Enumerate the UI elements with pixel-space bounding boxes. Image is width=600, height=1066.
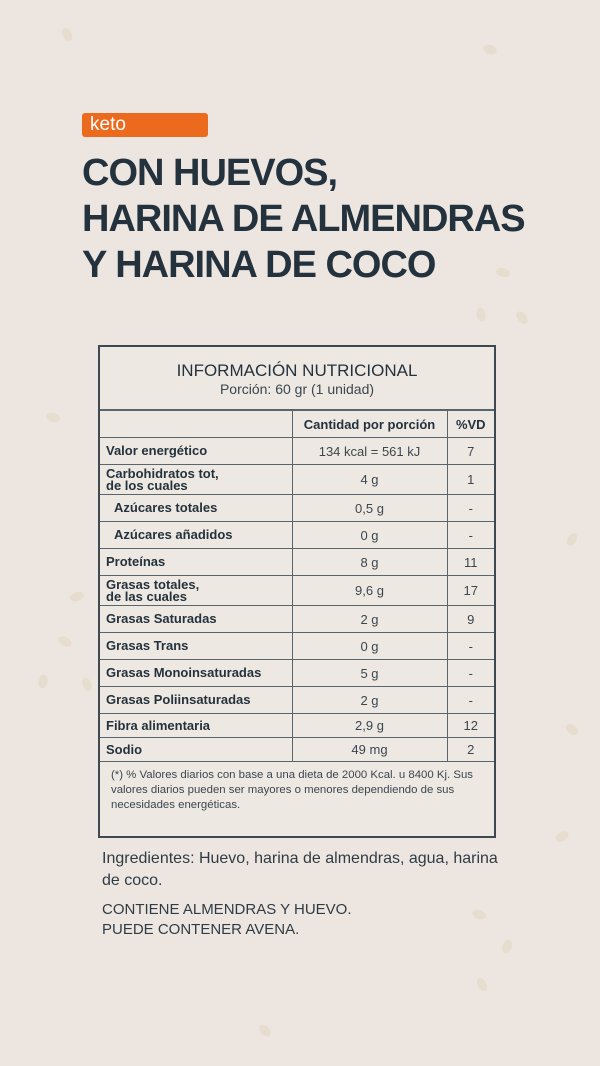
header-blank — [100, 411, 292, 438]
nutrient-dv: 11 — [447, 549, 494, 576]
nutrition-panel — [98, 345, 496, 838]
nutrient-amount: 2 g — [292, 606, 447, 633]
allergen-line: PUEDE CONTENER AVENA. — [102, 921, 300, 938]
seed-speck — [45, 411, 61, 423]
allergen-warning — [102, 900, 502, 940]
nutrient-amount: 134 kcal = 561 kJ — [292, 438, 447, 465]
table-row — [100, 660, 494, 687]
table-row — [100, 522, 494, 549]
portion-size: Porción: 60 gr (1 unidad) — [219, 381, 375, 397]
nutrient-amount: 49 mg — [292, 738, 447, 762]
table-row — [100, 495, 494, 522]
nutrient-amount: 0,5 g — [292, 495, 447, 522]
nutrition-table — [100, 410, 494, 762]
nutrient-name: Grasas Poliinsaturadas — [100, 687, 292, 714]
nutrient-name: Grasas Trans — [100, 633, 292, 660]
nutrient-dv: - — [447, 522, 494, 549]
nutrient-amount: 2 g — [292, 687, 447, 714]
nutrient-dv: - — [447, 660, 494, 687]
nutrition-heading: INFORMACIÓN NUTRICIONAL — [176, 361, 418, 380]
table-row — [100, 606, 494, 633]
seed-speck — [475, 307, 486, 322]
nutrient-amount: 4 g — [292, 465, 447, 495]
table-row — [100, 714, 494, 738]
nutrient-name: Grasas Saturadas — [100, 606, 292, 633]
nutrient-amount: 9,6 g — [292, 576, 447, 606]
header-dv: %VD — [447, 411, 494, 438]
nutrient-name: Fibra alimentaria — [100, 714, 292, 738]
ingredients-text: Ingredientes: Huevo, harina de almendras, agua, harina de coco. — [102, 850, 498, 889]
nutrient-dv: 9 — [447, 606, 494, 633]
header-amount: Cantidad por porción — [292, 411, 447, 438]
nutrient-amount: 2,9 g — [292, 714, 447, 738]
nutrient-amount: 8 g — [292, 549, 447, 576]
nutrient-dv: - — [447, 495, 494, 522]
table-row — [100, 438, 494, 465]
seed-speck — [37, 674, 48, 689]
table-row — [100, 549, 494, 576]
nutrient-amount: 0 g — [292, 633, 447, 660]
nutrient-dv: 2 — [447, 738, 494, 762]
title-line: CON HUEVOS, — [82, 152, 338, 194]
nutrient-name: Sodio — [100, 738, 292, 762]
nutrient-dv: 7 — [447, 438, 494, 465]
table-row — [100, 576, 494, 606]
keto-badge: keto — [82, 113, 208, 137]
nutrient-dv: 12 — [447, 714, 494, 738]
table-row — [100, 738, 494, 762]
seed-speck — [514, 309, 530, 326]
seed-speck — [475, 976, 490, 993]
nutrient-dv: 1 — [447, 465, 494, 495]
nutrient-name: Azúcares añadidos — [100, 522, 292, 549]
nutrient-name: Valor energético — [100, 438, 292, 465]
seed-speck — [565, 531, 580, 548]
allergen-line: CONTIENE ALMENDRAS Y HUEVO. — [102, 901, 352, 918]
seed-speck — [554, 829, 571, 844]
table-row — [100, 465, 494, 495]
nutrient-name: Grasas totales, de las cuales — [100, 576, 292, 606]
nutrient-dv: - — [447, 687, 494, 714]
seed-speck — [564, 722, 581, 738]
product-title — [82, 150, 525, 288]
seed-speck — [69, 590, 85, 603]
nutrient-dv: - — [447, 633, 494, 660]
nutrient-name: Grasas Monoinsaturadas — [100, 660, 292, 687]
seed-speck — [257, 1022, 273, 1038]
table-row — [100, 633, 494, 660]
table-header-row — [100, 411, 494, 438]
daily-value-footnote: (*) % Valores diarios con base a una dieta de 2000 Kcal. u 8400 Kj. Sus valores diarios pueden ser mayores o menores dependiendo de sus necesidades energéticas. — [111, 769, 473, 811]
nutrient-name: Proteínas — [100, 549, 292, 576]
title-line: HARINA DE ALMENDRAS — [82, 198, 525, 240]
nutrition-header — [100, 347, 494, 410]
nutrient-name: Carbohidratos tot, de los cuales — [100, 465, 292, 495]
nutrient-amount: 0 g — [292, 522, 447, 549]
seed-speck — [60, 26, 75, 43]
nutrient-dv: 17 — [447, 576, 494, 606]
table-row — [100, 687, 494, 714]
seed-speck — [500, 938, 513, 954]
nutrient-name: Azúcares totales — [100, 495, 292, 522]
seed-speck — [57, 634, 74, 649]
seed-speck — [80, 676, 93, 692]
nutrient-amount: 5 g — [292, 660, 447, 687]
seed-speck — [482, 43, 498, 56]
title-line: Y HARINA DE COCO — [82, 244, 436, 286]
